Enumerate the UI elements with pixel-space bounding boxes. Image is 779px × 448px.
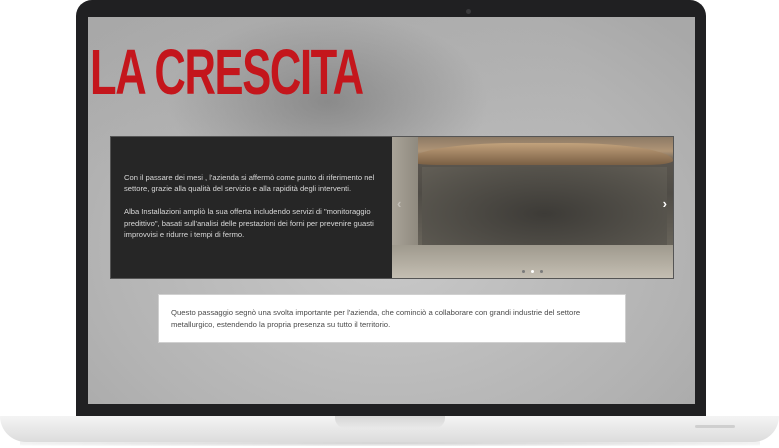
chevron-right-icon[interactable]: › [662,196,667,211]
panel-paragraph-2: Alba Installazioni ampliò la sua offerta includendo servizi di "monitoraggio predittivo", basati sull'analisi delle prestazioni dei forni per prevenire guasti improvvisi e ridurre i tempi di fermo. [124,207,374,239]
panel-paragraph-1: Con il passare dei mesi , l'azienda si affermò come punto di riferimento nel settore, grazie alla qualità del servizio e alla rapidità degli interventi. [124,173,375,194]
slider-dot-active[interactable] [531,270,534,273]
content-panel [110,136,674,279]
chevron-left-icon[interactable]: ‹ [397,196,402,211]
laptop-notch [335,416,445,428]
laptop-screen [88,17,695,404]
camera-icon [466,9,471,14]
note-box [158,294,626,343]
slider-dot[interactable] [522,270,525,273]
panel-text [124,172,389,252]
laptop-base-mark [695,425,735,428]
slider-dot[interactable] [540,270,543,273]
page-title: LA CRESCITA [90,36,363,108]
slide-image-oven-arch [410,143,673,165]
note-text: Questo passaggio segnò una svolta importante per l'azienda, che cominciò a collaborare con grandi industrie del settore metallurgico, estendendo la propria presenza su tutto il territorio. [171,308,581,329]
slide-image-oven-floor [392,245,673,278]
image-slider[interactable] [392,137,673,278]
slide-image-oven [422,167,667,245]
slider-dots [392,270,673,273]
